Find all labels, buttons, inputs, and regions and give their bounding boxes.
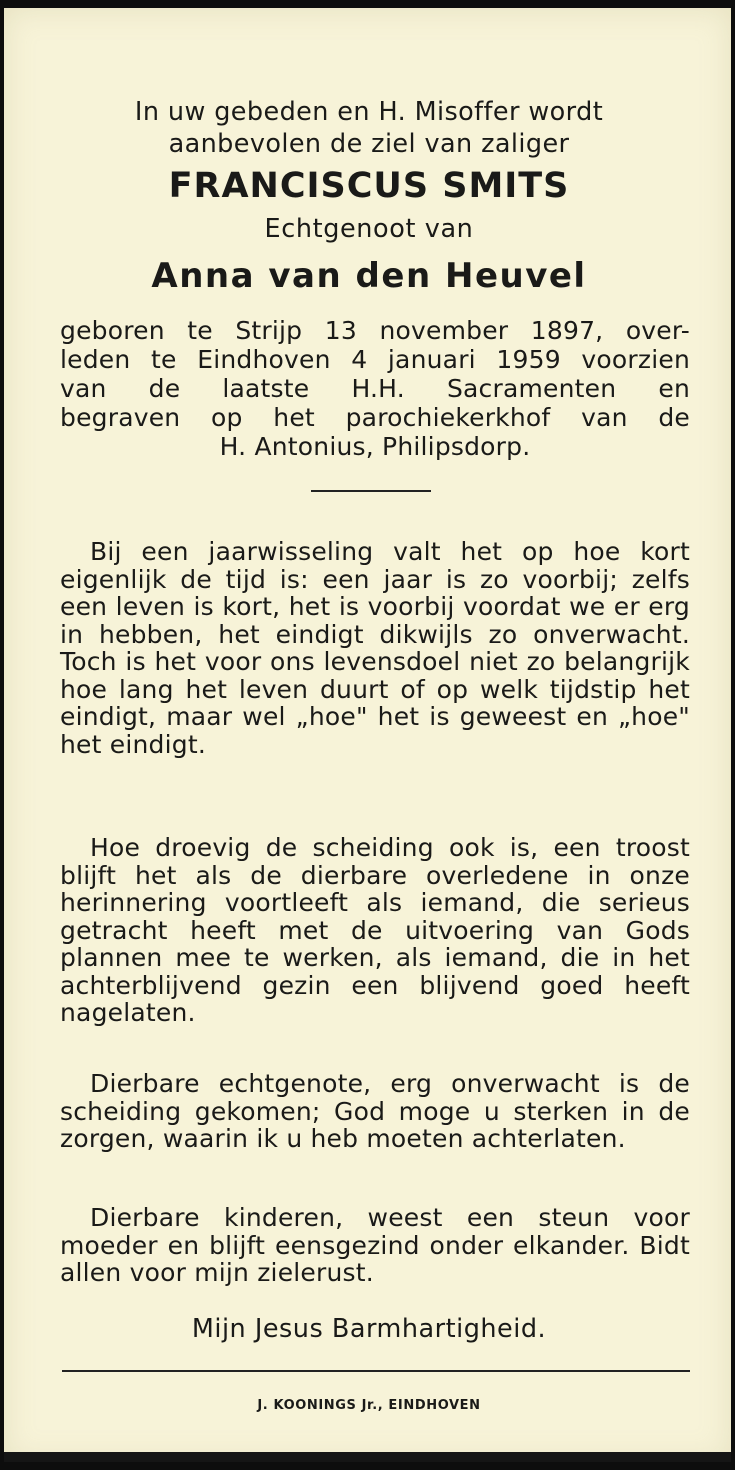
spouse-name: Anna van den Heuvel: [151, 256, 587, 296]
intro-line-2: aanbevolen de ziel van zaliger: [168, 129, 570, 159]
paragraph-4: Dierbare kinderen, weest een steun voor moeder en blijft eensgezind onder elkander. Bidt allen voor mijn zielerust.: [60, 1203, 690, 1287]
bio-line-1: geboren te Strijp 13 november 1897, over-: [60, 316, 690, 345]
memorial-card: [4, 8, 731, 1462]
divider-short: [311, 490, 431, 492]
closing-line: Mijn Jesus Barmhartigheid.: [191, 1314, 547, 1344]
paragraph-1: Bij een jaarwisseling valt het op hoe kort eigenlijk de tijd is: een jaar is zo voorbij; zelfs een leven is kort, het is voorbij voordat we er erg in hebben, het eindigt dikwijls zo onverwacht. Toch is het voor ons levensdoel niet zo belangrijk hoe lang het leven duurt of op welk tijdstip het eindigt, maar wel „hoe" het is geweest en „hoe" het eindigt.: [60, 537, 690, 759]
bio-line-4: begraven op het parochiekerkhof van de: [60, 403, 690, 432]
divider-long: [62, 1370, 690, 1372]
bio-line-3: van de laatste H.H. Sacramenten en: [60, 374, 690, 403]
relation-label: Echtgenoot van: [264, 214, 474, 244]
bio-line-5: H. Antonius, Philipsdorp.: [219, 432, 531, 461]
printer-credit: J. KOONINGS Jr., EINDHOVEN: [257, 1398, 481, 1413]
deceased-name: FRANCISCUS SMITS: [168, 166, 570, 206]
intro-line-1: In uw gebeden en H. Misoffer wordt: [134, 97, 604, 127]
paragraph-2: Hoe droevig de scheiding ook is, een troost blijft het als de dierbare overledene in onze herinnering voortleeft als iemand, die serieus getracht heeft met de uitvoering van Gods plannen mee te werken, als iemand, die in het achterblijvend gezin een blijvend goed heeft nagelaten.: [60, 833, 690, 1027]
paragraph-3: Dierbare echtgenote, erg onverwacht is de scheiding gekomen; God moge u sterken in de zorgen, waarin ik u heb moeten achterlaten.: [60, 1069, 690, 1153]
bio-line-2: leden te Eindhoven 4 januari 1959 voorzien: [60, 345, 690, 374]
